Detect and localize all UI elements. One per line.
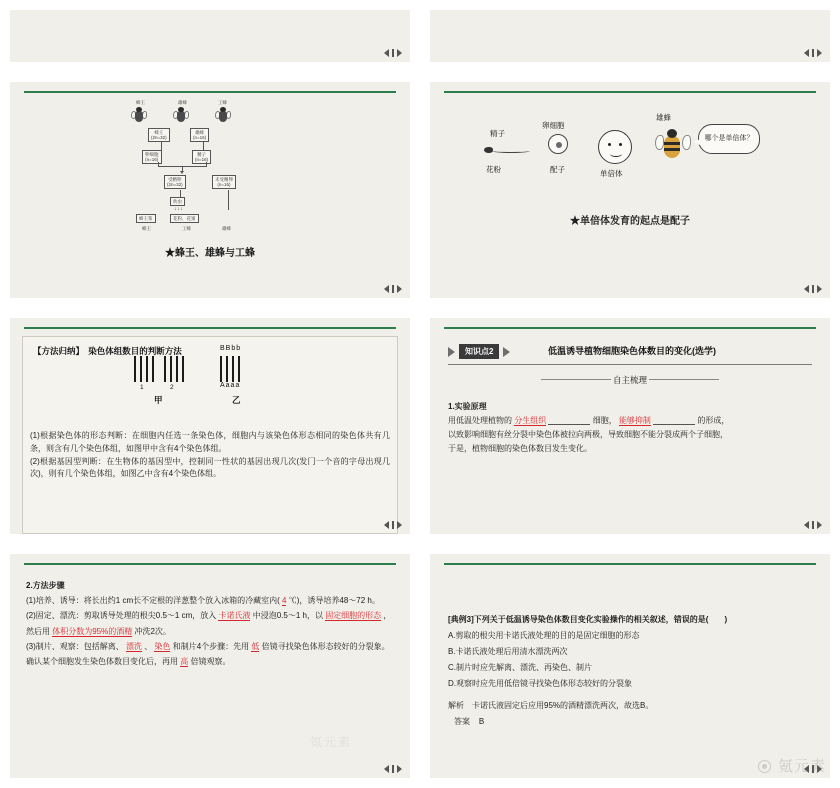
watermark-secondary: 氪元素 <box>310 735 353 749</box>
slide-3[interactable] <box>10 82 410 298</box>
chromosome-group-left-1 <box>134 356 154 382</box>
chromosome-number-2: 2 <box>170 384 174 391</box>
link-line <box>228 190 229 210</box>
nav-divider-icon <box>812 285 814 293</box>
principle-heading: 1.实验原理 <box>448 402 487 411</box>
step-3-prefix: (3)制片、观察：包括解离、 <box>26 641 124 651</box>
self-review-heading <box>430 374 830 386</box>
prev-arrow-icon[interactable] <box>804 765 809 773</box>
pedigree-result-worker: 工蜂 <box>182 226 191 231</box>
bee-label-drone: 雄蜂 <box>178 100 187 105</box>
slide-3-caption: ★蜂王、雄蜂与工蜂 <box>165 248 255 259</box>
rule-left <box>541 379 611 380</box>
steps-block <box>26 578 396 669</box>
example-block <box>448 612 814 730</box>
group-label-yi: 乙 <box>232 395 241 405</box>
step-1-suffix: ℃)，诱导培养48～72 h。 <box>288 596 380 606</box>
arrow-right-icon <box>448 347 455 357</box>
prev-arrow-icon[interactable] <box>384 521 389 529</box>
sperm-icon <box>484 144 530 156</box>
pedigree-node-zygote: 受精卵 (2n=32) <box>164 175 186 189</box>
label-egg-cell: 卵细胞 <box>542 121 565 130</box>
knowledge-point-title: 低温诱导植物细胞染色体数目的变化(选学) <box>548 346 716 356</box>
next-arrow-icon[interactable] <box>817 521 822 529</box>
pedigree-node-royal-jelly: 蜂王浆 <box>136 214 156 223</box>
step-3-mid: 、 <box>144 641 153 651</box>
steps-heading: 2.方法步骤 <box>26 581 65 590</box>
step-2-answer-2: 固定细胞的形态 <box>325 611 382 621</box>
pedigree-node-queen: 蜂王 (2n=32) <box>148 128 170 142</box>
pedigree-node-larva: 幼虫 <box>170 197 185 206</box>
step-2-answer-1: 卡诺氏液 <box>218 611 251 621</box>
slide-3-content <box>10 82 410 298</box>
step-item-1 <box>26 593 396 608</box>
speech-bubble: 哪个是单倍体？ <box>698 124 760 154</box>
slide-nav-1[interactable] <box>384 49 402 57</box>
slide-nav-3[interactable] <box>384 285 402 293</box>
next-arrow-icon[interactable] <box>817 49 822 57</box>
slide-8-content <box>430 554 830 778</box>
method-paragraph-1: (1)根据染色体的形态判断：在细胞内任选一条染色体，细胞内与该染色体形态相同的染色体共有几条，则含有几个染色体组，如图甲中含有4个染色体组。 <box>30 431 390 453</box>
nav-divider-icon <box>392 49 394 57</box>
link-line <box>158 162 159 167</box>
principle-prefix: 用低温处理植物的 <box>448 416 512 425</box>
step-2-prefix: (2)固定、漂洗：剪取诱导处理的根尖0.5～1 cm，放入 <box>26 611 217 621</box>
slide-4-caption: ★单倍体发育的起点是配子 <box>570 216 690 227</box>
link-line <box>180 190 181 197</box>
pedigree-node-pollen-nectar: 花粉、花蜜 <box>170 214 199 223</box>
egg-cell-icon <box>548 134 568 154</box>
example-option-c: C.制片时应先解离、漂洗、再染色、制片 <box>448 663 592 672</box>
label-sperm: 精子 <box>490 129 505 138</box>
example-explanation: 解析 卡诺氏液固定后应用95%的酒精漂洗两次，故选B。 <box>448 701 654 710</box>
genotype-label-a: Aaaa <box>220 382 241 389</box>
fill-blank-1 <box>548 416 590 425</box>
haploid-face-icon <box>598 130 632 164</box>
step-3-answer-3: 低 <box>251 641 260 651</box>
nav-divider-icon <box>392 765 394 773</box>
prev-arrow-icon[interactable] <box>804 285 809 293</box>
slide-8[interactable] <box>430 554 830 778</box>
pedigree-node-egg: 卵细胞 (n=16) <box>142 150 162 164</box>
principle-mid-1: 细胞， <box>592 416 617 425</box>
slide-6-content <box>430 318 830 534</box>
step-item-2 <box>26 608 396 638</box>
nav-divider-icon <box>392 285 394 293</box>
pedigree-node-sperm: 精子 (n=16) <box>192 150 211 164</box>
label-haploid: 单倍体 <box>600 169 623 178</box>
slide-nav-6[interactable] <box>804 521 822 529</box>
example-answer-label: 答案 <box>454 717 470 726</box>
step-3-tail: 倍镜寻找染色体形态较好的分裂象。确认某个细胞发生染色体数目变化后，再用 <box>26 641 390 666</box>
pedigree-node-unfertilized: 未受精卵 (n=16) <box>212 175 236 189</box>
prev-arrow-icon[interactable] <box>384 765 389 773</box>
step-2-mid-2: ，然后用 <box>26 611 392 636</box>
arrow-right-icon <box>503 347 510 357</box>
slide-5[interactable] <box>10 318 410 534</box>
step-3-answer-4: 高 <box>180 656 189 666</box>
step-1-prefix: (1)培养、诱导：将长出约1 cm长不定根的洋葱整个放入冰箱的冷藏室内( <box>26 596 280 606</box>
bee-icon-worker <box>216 107 230 123</box>
slide-6[interactable] <box>430 318 830 534</box>
step-item-3 <box>26 639 396 669</box>
example-question: [典例3]下列关于低温诱导染色体数目变化实验操作的相关叙述，错误的是( ) <box>448 615 728 624</box>
principle-answer-2: 能够抑制 <box>618 416 651 425</box>
step-2-suffix: 冲洗2次。 <box>134 626 171 636</box>
nav-divider-icon <box>812 765 814 773</box>
knowledge-point-bar <box>448 344 510 359</box>
next-arrow-icon[interactable] <box>817 285 822 293</box>
nav-divider-icon <box>812 49 814 57</box>
slide-nav-5[interactable] <box>384 521 402 529</box>
chromosome-group-left-2 <box>164 356 184 382</box>
slide-4[interactable] <box>430 82 830 298</box>
bee-icon-queen <box>132 107 146 123</box>
principle-answer-1: 分生组织 <box>514 416 547 425</box>
next-arrow-icon[interactable] <box>817 765 822 773</box>
bee-label-queen: 蜂王 <box>136 100 145 105</box>
nav-divider-icon <box>392 521 394 529</box>
group-label-jia: 甲 <box>154 395 163 405</box>
drone-bee-icon <box>656 126 690 162</box>
arrow-down-icon <box>180 171 184 174</box>
principle-line-3: 于是，植物细胞的染色体数目发生变化。 <box>448 444 592 453</box>
example-option-a: A.剪取的根尖用卡诺氏液处理的目的是固定细胞的形态 <box>448 631 640 640</box>
step-3-answer-1: 漂洗 <box>126 641 143 651</box>
slide-5-content <box>10 318 410 534</box>
link-line <box>161 141 162 150</box>
self-review-label: 自主梳理 <box>612 375 647 385</box>
slide-2[interactable] <box>430 10 830 62</box>
example-option-b: B.卡诺氏液处理后用清水漂洗两次 <box>448 647 568 656</box>
slide-nav-7[interactable] <box>384 765 402 773</box>
label-pollen: 花粉 <box>486 165 501 174</box>
link-line <box>203 141 204 150</box>
knowledge-point-chip: 知识点2 <box>459 344 499 359</box>
slide-nav-2[interactable] <box>804 49 822 57</box>
pedigree-result-drone: 雄蜂 <box>222 226 231 231</box>
prev-arrow-icon[interactable] <box>384 49 389 57</box>
experiment-principle-block <box>448 400 812 456</box>
chromosome-group-right-1 <box>220 356 240 382</box>
principle-line-2: 以致影响细胞有丝分裂中染色体被拉向两极，导致细胞不能分裂成两个子细胞， <box>448 430 728 439</box>
step-3-tail-2: 倍镜观察。 <box>190 656 231 666</box>
section-rule <box>448 364 812 365</box>
slide-nav-8[interactable] <box>804 765 822 773</box>
chromosome-number-1: 1 <box>140 384 144 391</box>
principle-mid-2: 的形成， <box>697 416 730 425</box>
next-arrow-icon[interactable] <box>397 765 402 773</box>
step-3-answer-2: 染色 <box>154 641 171 651</box>
bee-icon-drone <box>174 107 188 123</box>
bee-label-worker: 工蜂 <box>218 100 227 105</box>
next-arrow-icon[interactable] <box>397 49 402 57</box>
genotype-label-b: BBbb <box>220 345 242 352</box>
prev-arrow-icon[interactable] <box>384 285 389 293</box>
step-2-mid: 中浸泡0.5～1 h，以 <box>252 611 323 621</box>
example-answer-value: B <box>478 717 485 726</box>
step-3-suffix: 和制片4个步骤：先用 <box>172 641 250 651</box>
slide-4-content <box>430 82 830 298</box>
fill-blank-2 <box>653 416 695 425</box>
branch-arrows-icon: ↓↓↓ <box>174 206 183 212</box>
next-arrow-icon[interactable] <box>397 521 402 529</box>
label-gamete: 配子 <box>550 165 565 174</box>
prev-arrow-icon[interactable] <box>804 49 809 57</box>
link-line <box>206 162 207 167</box>
label-drone: 雄蜂 <box>656 113 671 122</box>
chromosome-diagram <box>128 345 308 410</box>
slide-7[interactable] <box>10 554 410 778</box>
step-1-answer: 4 <box>282 596 287 606</box>
slide-1[interactable] <box>10 10 410 62</box>
method-text-block <box>30 430 390 481</box>
bee-pedigree-diagram <box>130 100 310 240</box>
method-paragraph-2: (2)根据基因型判断：在生物体的基因型中，控制同一性状的基因出现几次(发冂一个音的字母出现几次)，则有几个染色体组，如图乙中含有4个染色体组。 <box>30 456 390 479</box>
step-2-answer-3: 体积分数为95%的酒精 <box>52 626 133 636</box>
next-arrow-icon[interactable] <box>397 285 402 293</box>
example-answer-row <box>448 714 814 730</box>
nav-divider-icon <box>812 521 814 529</box>
rule-right <box>649 379 719 380</box>
slide-nav-4[interactable] <box>804 285 822 293</box>
watermark-text: 氪元素 <box>777 758 826 775</box>
example-option-d: D.观察时应先用低倍镜寻找染色体形态较好的分裂象 <box>448 679 632 688</box>
pedigree-result-queen: 蜂王 <box>142 226 151 231</box>
panel-title: 【方法归纳】 染色体组数目的判断方法 <box>33 346 182 356</box>
pedigree-node-drone: 雄蜂 (n=16) <box>190 128 209 142</box>
prev-arrow-icon[interactable] <box>804 521 809 529</box>
principle-line-1 <box>448 414 812 428</box>
